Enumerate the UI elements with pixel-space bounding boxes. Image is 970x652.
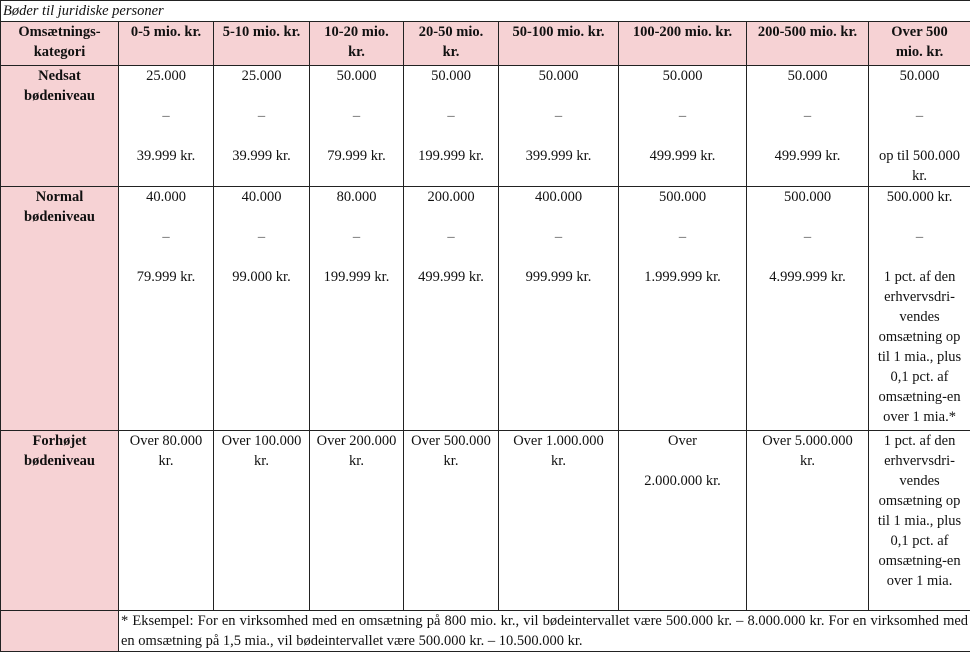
table-cell: 200.000 – 499.999 kr. — [404, 187, 499, 431]
header-col-200-500: 200-500 mio. kr. — [747, 22, 869, 66]
table-cell: 50.000 – op til 500.000 kr. — [869, 66, 970, 187]
header-col-10-20: 10-20 mio. kr. — [310, 22, 404, 66]
table-cell: 25.000 – 39.999 kr. — [119, 66, 214, 187]
table-cell: Over 500.000 kr. — [404, 431, 499, 611]
table-cell: 500.000 – 1.999.999 kr. — [619, 187, 747, 431]
header-col-over-500: Over 500 mio. kr. — [869, 22, 970, 66]
table-cell: 80.000 – 199.999 kr. — [310, 187, 404, 431]
table-cell: 1 pct. af den erhvervsdri- vendes omsætning op til 1 mia., plus 0,1 pct. af omsætning-en over 1 mia. — [869, 431, 970, 611]
table-cell: 40.000 – 99.000 kr. — [214, 187, 310, 431]
header-col-5-10: 5-10 mio. kr. — [214, 22, 310, 66]
header-col-20-50: 20-50 mio. kr. — [404, 22, 499, 66]
footnote-row — [1, 611, 970, 652]
table-cell: Over 100.000 kr. — [214, 431, 310, 611]
header-row — [1, 22, 970, 66]
table-cell: Over 200.000 kr. — [310, 431, 404, 611]
header-col-50-100: 50-100 mio. kr. — [499, 22, 619, 66]
row-nedsat — [1, 66, 970, 187]
row-forhoejet — [1, 431, 970, 611]
table-cell: 500.000 kr. – 1 pct. af den erhvervsdri- vendes omsætning op til 1 mia., plus 0,1 pct. af omsætning-en over 1 mia.* — [869, 187, 970, 431]
header-category: Omsætnings- kategori — [1, 22, 119, 66]
table-cell: Over 80.000 kr. — [119, 431, 214, 611]
table-cell: 40.000 – 79.999 kr. — [119, 187, 214, 431]
table-cell: 50.000 – 399.999 kr. — [499, 66, 619, 187]
table-cell: Over 1.000.000 kr. — [499, 431, 619, 611]
table-cell: 50.000 – 79.999 kr. — [310, 66, 404, 187]
table-cell: 50.000 – 499.999 kr. — [619, 66, 747, 187]
table-cell: 25.000 – 39.999 kr. — [214, 66, 310, 187]
footnote-text: * Eksempel: For en virksomhed med en omsætning på 800 mio. kr., vil bødeintervallet være 500.000 kr. – 8.000.000 kr. For en virksomhed med en omsætning på 1,5 mia., vil bødeintervallet være 500.000 kr. – 10.500.000 kr. — [119, 611, 970, 652]
table-cell: Over 2.000.000 kr. — [619, 431, 747, 611]
table-cell: 500.000 – 4.999.999 kr. — [747, 187, 869, 431]
footnote-spacer — [1, 611, 119, 652]
row-label-normal: Normal bødeniveau — [1, 187, 119, 431]
row-normal — [1, 187, 970, 431]
table-caption: Bøder til juridiske personer — [1, 1, 970, 22]
table-cell: Over 5.000.000 kr. — [747, 431, 869, 611]
row-label-nedsat: Nedsat bødeniveau — [1, 66, 119, 187]
row-label-forhoejet: Forhøjet bødeniveau — [1, 431, 119, 611]
table-cell: 50.000 – 499.999 kr. — [747, 66, 869, 187]
header-col-0-5: 0-5 mio. kr. — [119, 22, 214, 66]
header-col-100-200: 100-200 mio. kr. — [619, 22, 747, 66]
table-cell: 400.000 – 999.999 kr. — [499, 187, 619, 431]
table-cell: 50.000 – 199.999 kr. — [404, 66, 499, 187]
